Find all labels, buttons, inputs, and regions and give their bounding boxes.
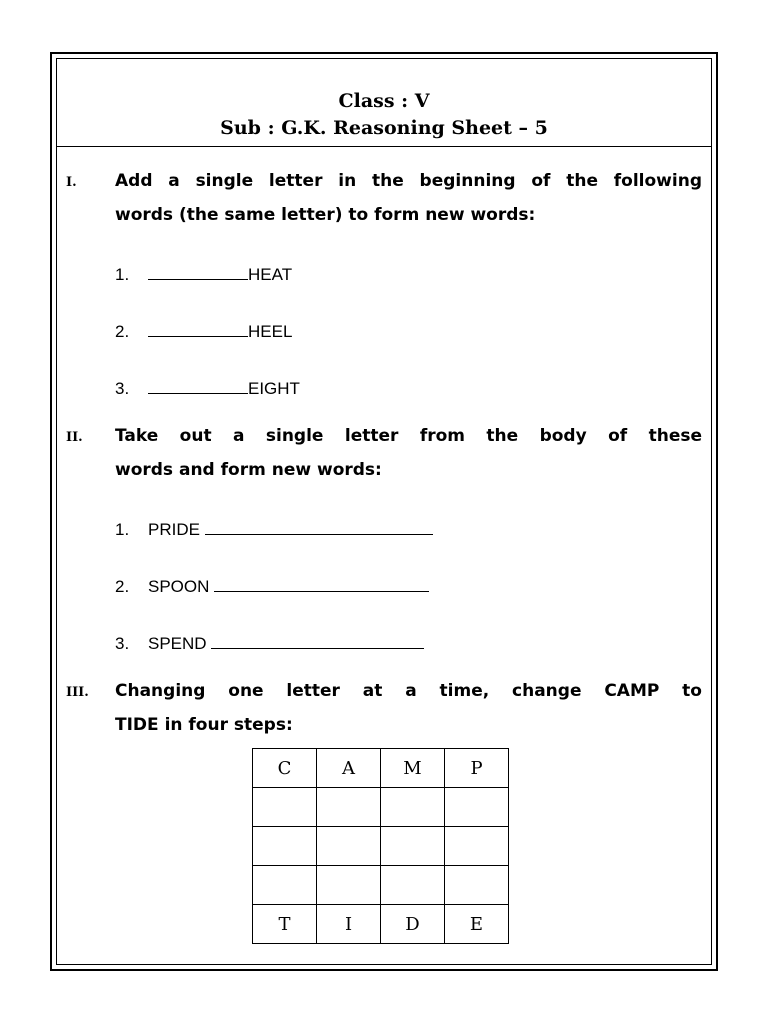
grid-row-start [253, 749, 509, 788]
grid-cell: D [381, 905, 445, 944]
item-number: 2. [115, 577, 130, 596]
section-3-numeral: III. [66, 685, 89, 700]
item-word: HEAT [248, 265, 293, 284]
section-2-numeral: II. [66, 430, 83, 445]
item-number: 1. [115, 265, 130, 284]
item-word: PRIDE [148, 520, 200, 539]
grid-cell-empty[interactable] [381, 827, 445, 866]
class-title: Class : V [338, 90, 430, 112]
item-word: EIGHT [248, 379, 300, 398]
item-number: 1. [115, 520, 130, 539]
grid-cell-empty[interactable] [253, 866, 317, 905]
section-1-instruction [115, 164, 702, 232]
grid-cell-empty[interactable] [445, 866, 509, 905]
section-3-instruction [115, 674, 702, 742]
subject-title: Sub : G.K. Reasoning Sheet – 5 [220, 117, 548, 139]
section-1-item-2 [115, 322, 292, 342]
grid-cell-empty[interactable] [445, 788, 509, 827]
answer-blank[interactable] [214, 577, 429, 592]
grid-row-end [253, 905, 509, 944]
section-2-item-2 [115, 577, 429, 597]
word-ladder-grid [252, 748, 509, 944]
answer-blank[interactable] [148, 379, 248, 394]
grid-cell-empty[interactable] [381, 866, 445, 905]
grid-cell: M [381, 749, 445, 788]
item-number: 3. [115, 379, 130, 398]
grid-cell-empty[interactable] [381, 788, 445, 827]
item-word: HEEL [248, 322, 293, 341]
grid-cell-empty[interactable] [317, 788, 381, 827]
grid-cell: E [445, 905, 509, 944]
section-2-instruction [115, 419, 702, 487]
item-number: 3. [115, 634, 130, 653]
section-1-instruction-line1: Add a single letter in the beginning of the following [115, 171, 702, 191]
grid-cell: A [317, 749, 381, 788]
section-1-instruction-line2: words (the same letter) to form new words: [115, 205, 536, 225]
grid-cell: C [253, 749, 317, 788]
grid-row-blank [253, 788, 509, 827]
grid-cell: P [445, 749, 509, 788]
section-1-item-1 [115, 265, 292, 285]
header-divider [56, 146, 712, 147]
section-1-numeral: I. [66, 175, 77, 190]
grid-cell-empty[interactable] [445, 827, 509, 866]
answer-blank[interactable] [148, 322, 248, 337]
section-3-instruction-line2: TIDE in four steps: [115, 715, 293, 735]
item-word: SPEND [148, 634, 207, 653]
grid-cell: T [253, 905, 317, 944]
section-2-item-1 [115, 520, 433, 540]
section-2-item-3 [115, 634, 424, 654]
grid-row-blank [253, 827, 509, 866]
grid-cell: I [317, 905, 381, 944]
section-1-item-3 [115, 379, 300, 399]
grid-cell-empty[interactable] [317, 827, 381, 866]
answer-blank[interactable] [148, 265, 248, 280]
section-2-instruction-line1: Take out a single letter from the body of these [115, 426, 702, 446]
grid-row-blank [253, 866, 509, 905]
grid-cell-empty[interactable] [253, 788, 317, 827]
section-3-instruction-line1: Changing one letter at a time, change CAMP to [115, 681, 702, 701]
answer-blank[interactable] [211, 634, 424, 649]
section-2-instruction-line2: words and form new words: [115, 460, 382, 480]
answer-blank[interactable] [205, 520, 433, 535]
grid-cell-empty[interactable] [253, 827, 317, 866]
item-word: SPOON [148, 577, 210, 596]
grid-cell-empty[interactable] [317, 866, 381, 905]
item-number: 2. [115, 322, 130, 341]
